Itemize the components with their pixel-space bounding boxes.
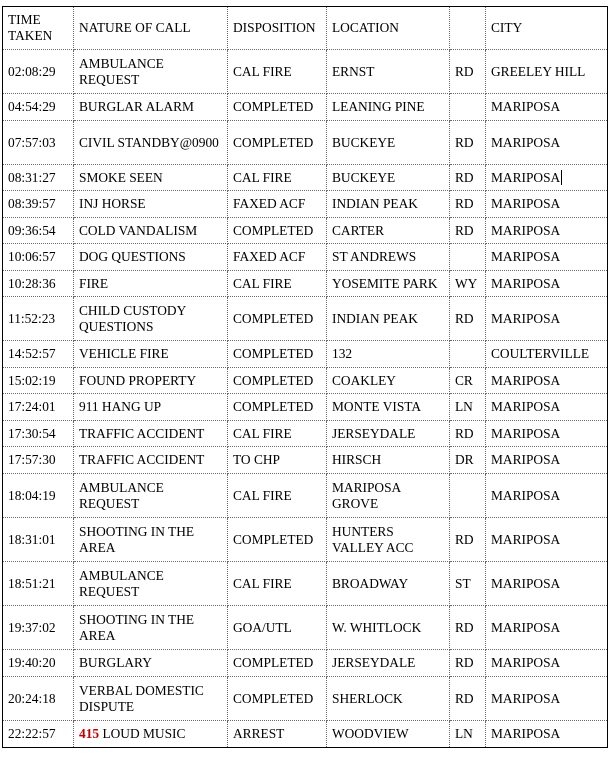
cell-nature: TRAFFIC ACCIDENT bbox=[74, 421, 228, 447]
cell-city bbox=[486, 165, 608, 191]
cell-location: LEANING PINE bbox=[327, 94, 450, 121]
cell-suffix: RD bbox=[450, 297, 486, 341]
cell-location: BUCKEYE bbox=[327, 121, 450, 165]
table-row bbox=[3, 297, 608, 341]
cell-suffix: RD bbox=[450, 518, 486, 562]
cell-nature: FOUND PROPERTY bbox=[74, 368, 228, 394]
cell-disposition: ARREST bbox=[228, 721, 327, 748]
header-nature: NATURE OF CALL bbox=[74, 7, 228, 50]
cell-suffix: LN bbox=[450, 721, 486, 748]
cell-nature: AMBULANCE REQUEST bbox=[74, 50, 228, 94]
table-row bbox=[3, 191, 608, 218]
cell-city: MARIPOSA bbox=[486, 606, 608, 650]
cell-suffix bbox=[450, 244, 486, 271]
cell-nature: FIRE bbox=[74, 271, 228, 297]
table-row bbox=[3, 121, 608, 165]
text-cursor bbox=[561, 170, 562, 185]
cell-time: 18:51:21 bbox=[3, 562, 74, 606]
table-row bbox=[3, 421, 608, 447]
cell-disposition: CAL FIRE bbox=[228, 562, 327, 606]
cell-suffix bbox=[450, 94, 486, 121]
cell-nature: CHILD CUSTODY QUESTIONS bbox=[74, 297, 228, 341]
cell-location: W. WHITLOCK bbox=[327, 606, 450, 650]
cell-time: 19:37:02 bbox=[3, 606, 74, 650]
cell-nature: INJ HORSE bbox=[74, 191, 228, 218]
cell-location: INDIAN PEAK bbox=[327, 191, 450, 218]
table-row bbox=[3, 218, 608, 244]
cell-city: MARIPOSA bbox=[486, 94, 608, 121]
cell-city: MARIPOSA bbox=[486, 271, 608, 297]
table-row bbox=[3, 474, 608, 518]
cell-suffix: LN bbox=[450, 394, 486, 421]
cell-nature: SMOKE SEEN bbox=[74, 165, 228, 191]
cell-suffix: RD bbox=[450, 191, 486, 218]
header-disposition: DISPOSITION bbox=[228, 7, 327, 50]
cell-disposition: TO CHP bbox=[228, 447, 327, 474]
cell-disposition: COMPLETED bbox=[228, 518, 327, 562]
cell-time: 17:30:54 bbox=[3, 421, 74, 447]
cell-suffix: RD bbox=[450, 218, 486, 244]
cell-city: MARIPOSA bbox=[486, 650, 608, 677]
cell-disposition: COMPLETED bbox=[228, 394, 327, 421]
table-row bbox=[3, 394, 608, 421]
header-location: LOCATION bbox=[327, 7, 450, 50]
cell-nature: CIVIL STANDBY@0900 bbox=[74, 121, 228, 165]
cell-city: COULTERVILLE bbox=[486, 341, 608, 368]
cell-nature: BURGLARY bbox=[74, 650, 228, 677]
cell-nature: TRAFFIC ACCIDENT bbox=[74, 447, 228, 474]
cell-location: JERSEYDALE bbox=[327, 421, 450, 447]
table-row bbox=[3, 447, 608, 474]
cell-nature: AMBULANCE REQUEST bbox=[74, 562, 228, 606]
cell-city: MARIPOSA bbox=[486, 368, 608, 394]
cell-time: 09:36:54 bbox=[3, 218, 74, 244]
cell-city: MARIPOSA bbox=[486, 474, 608, 518]
cell-location: INDIAN PEAK bbox=[327, 297, 450, 341]
table-row bbox=[3, 606, 608, 650]
cell-time: 10:06:57 bbox=[3, 244, 74, 271]
cell-time: 07:57:03 bbox=[3, 121, 74, 165]
cell-city: MARIPOSA bbox=[486, 297, 608, 341]
cell-nature: BURGLAR ALARM bbox=[74, 94, 228, 121]
table-row bbox=[3, 341, 608, 368]
cell-location: BUCKEYE bbox=[327, 165, 450, 191]
table-row bbox=[3, 165, 608, 191]
header-row bbox=[3, 7, 608, 50]
cell-nature: COLD VANDALISM bbox=[74, 218, 228, 244]
cell-suffix: RD bbox=[450, 606, 486, 650]
cell-city: MARIPOSA bbox=[486, 518, 608, 562]
cell-time: 18:04:19 bbox=[3, 474, 74, 518]
call-code: 415 bbox=[79, 726, 100, 741]
cell-location: MARIPOSA GROVE bbox=[327, 474, 450, 518]
cell-suffix bbox=[450, 341, 486, 368]
cell-suffix: ST bbox=[450, 562, 486, 606]
cell-location: ERNST bbox=[327, 50, 450, 94]
header-time: TIME TAKEN bbox=[3, 7, 74, 50]
cell-suffix: DR bbox=[450, 447, 486, 474]
cell-suffix: CR bbox=[450, 368, 486, 394]
call-log-table bbox=[2, 6, 608, 748]
cell-location: 132 bbox=[327, 341, 450, 368]
cell-disposition: COMPLETED bbox=[228, 218, 327, 244]
cell-nature: 911 HANG UP bbox=[74, 394, 228, 421]
cell-city: MARIPOSA bbox=[486, 191, 608, 218]
cell-disposition: COMPLETED bbox=[228, 94, 327, 121]
cell-time: 11:52:23 bbox=[3, 297, 74, 341]
cell-city: MARIPOSA bbox=[486, 447, 608, 474]
cell-time: 02:08:29 bbox=[3, 50, 74, 94]
cell-location: WOODVIEW bbox=[327, 721, 450, 748]
cell-suffix: RD bbox=[450, 677, 486, 721]
cell-city: MARIPOSA bbox=[486, 421, 608, 447]
cell-disposition: FAXED ACF bbox=[228, 244, 327, 271]
cell-disposition: COMPLETED bbox=[228, 677, 327, 721]
cell-city: MARIPOSA bbox=[486, 721, 608, 748]
table-row bbox=[3, 244, 608, 271]
cell-suffix: WY bbox=[450, 271, 486, 297]
cell-location: CARTER bbox=[327, 218, 450, 244]
cell-nature: DOG QUESTIONS bbox=[74, 244, 228, 271]
cell-disposition: CAL FIRE bbox=[228, 474, 327, 518]
cell-city: MARIPOSA bbox=[486, 244, 608, 271]
cell-disposition: COMPLETED bbox=[228, 297, 327, 341]
table-row bbox=[3, 677, 608, 721]
cell-disposition: CAL FIRE bbox=[228, 271, 327, 297]
cell-time: 17:57:30 bbox=[3, 447, 74, 474]
table-row bbox=[3, 562, 608, 606]
cell-disposition: FAXED ACF bbox=[228, 191, 327, 218]
cell-time: 04:54:29 bbox=[3, 94, 74, 121]
cell-disposition: GOA/UTL bbox=[228, 606, 327, 650]
cell-suffix bbox=[450, 474, 486, 518]
cell-time: 10:28:36 bbox=[3, 271, 74, 297]
cell-nature bbox=[74, 721, 228, 748]
table-row bbox=[3, 368, 608, 394]
city-text: MARIPOSA bbox=[491, 169, 561, 185]
table-row bbox=[3, 650, 608, 677]
cell-city: MARIPOSA bbox=[486, 394, 608, 421]
cell-location: BROADWAY bbox=[327, 562, 450, 606]
cell-location: HUNTERS VALLEY ACC bbox=[327, 518, 450, 562]
cell-time: 19:40:20 bbox=[3, 650, 74, 677]
cell-nature: VERBAL DOMESTIC DISPUTE bbox=[74, 677, 228, 721]
cell-time: 20:24:18 bbox=[3, 677, 74, 721]
cell-nature: VEHICLE FIRE bbox=[74, 341, 228, 368]
header-city: CITY bbox=[486, 7, 608, 50]
cell-time: 18:31:01 bbox=[3, 518, 74, 562]
table-row bbox=[3, 94, 608, 121]
cell-location: ST ANDREWS bbox=[327, 244, 450, 271]
cell-city: MARIPOSA bbox=[486, 677, 608, 721]
cell-time: 22:22:57 bbox=[3, 721, 74, 748]
cell-disposition: CAL FIRE bbox=[228, 421, 327, 447]
header-suffix bbox=[450, 7, 486, 50]
cell-suffix: RD bbox=[450, 650, 486, 677]
cell-location: SHERLOCK bbox=[327, 677, 450, 721]
cell-city: MARIPOSA bbox=[486, 562, 608, 606]
cell-suffix: RD bbox=[450, 165, 486, 191]
cell-disposition: COMPLETED bbox=[228, 341, 327, 368]
cell-nature: SHOOTING IN THE AREA bbox=[74, 518, 228, 562]
cell-location: YOSEMITE PARK bbox=[327, 271, 450, 297]
cell-location: JERSEYDALE bbox=[327, 650, 450, 677]
table-row bbox=[3, 271, 608, 297]
cell-disposition: COMPLETED bbox=[228, 368, 327, 394]
cell-disposition: CAL FIRE bbox=[228, 50, 327, 94]
table-row bbox=[3, 518, 608, 562]
cell-city: MARIPOSA bbox=[486, 218, 608, 244]
cell-time: 14:52:57 bbox=[3, 341, 74, 368]
cell-time: 15:02:19 bbox=[3, 368, 74, 394]
table-row bbox=[3, 721, 608, 748]
cell-location: HIRSCH bbox=[327, 447, 450, 474]
cell-nature: AMBULANCE REQUEST bbox=[74, 474, 228, 518]
cell-suffix: RD bbox=[450, 121, 486, 165]
nature-text: LOUD MUSIC bbox=[102, 726, 186, 741]
cell-disposition: COMPLETED bbox=[228, 650, 327, 677]
cell-time: 17:24:01 bbox=[3, 394, 74, 421]
cell-city: GREELEY HILL bbox=[486, 50, 608, 94]
cell-disposition: CAL FIRE bbox=[228, 165, 327, 191]
cell-suffix: RD bbox=[450, 421, 486, 447]
cell-location: MONTE VISTA bbox=[327, 394, 450, 421]
cell-disposition: COMPLETED bbox=[228, 121, 327, 165]
cell-city: MARIPOSA bbox=[486, 121, 608, 165]
cell-nature: SHOOTING IN THE AREA bbox=[74, 606, 228, 650]
table-row bbox=[3, 50, 608, 94]
cell-location: COAKLEY bbox=[327, 368, 450, 394]
cell-time: 08:31:27 bbox=[3, 165, 74, 191]
cell-time: 08:39:57 bbox=[3, 191, 74, 218]
cell-suffix: RD bbox=[450, 50, 486, 94]
